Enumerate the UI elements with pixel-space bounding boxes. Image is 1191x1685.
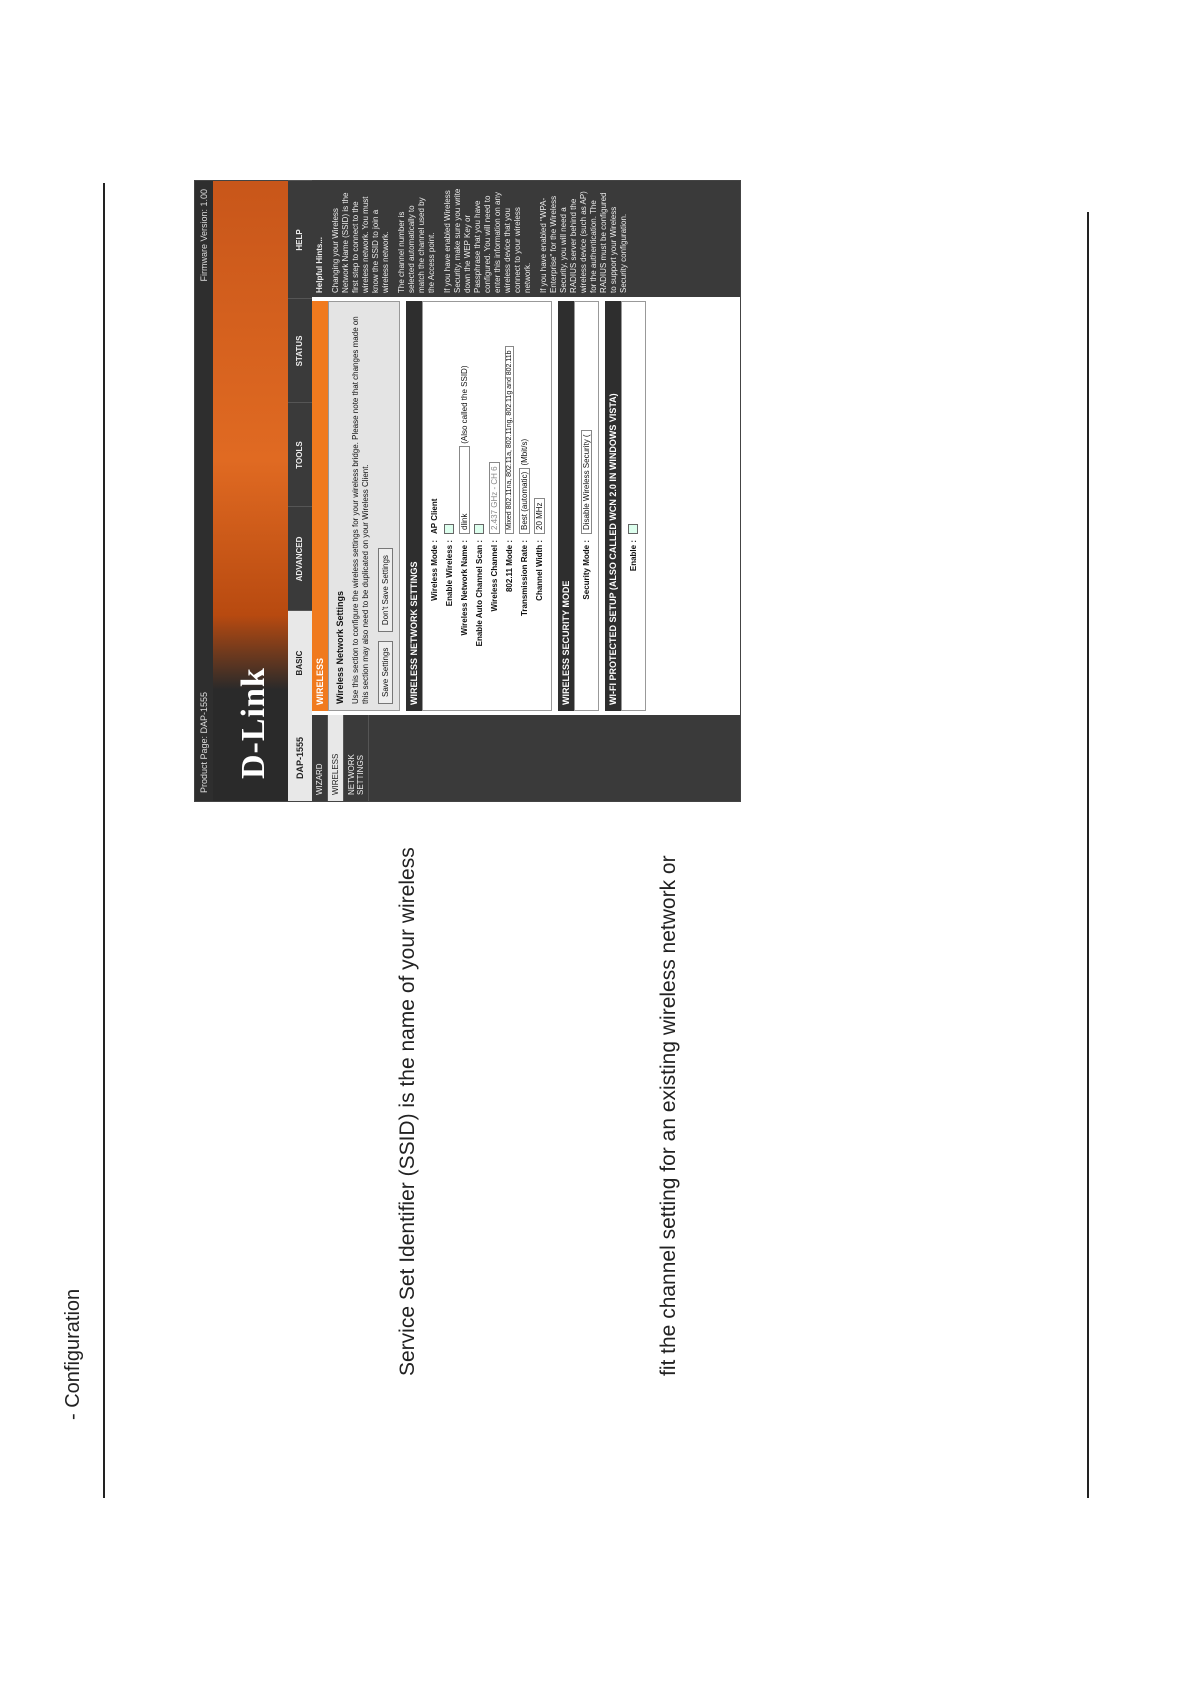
80211-mode-select[interactable]: Mixed 802.11na, 802.11a, 802.11ng, 802.11g and 802.11b xyxy=(505,346,514,534)
tab-basic[interactable]: BASIC xyxy=(288,610,312,715)
router-screenshot xyxy=(194,180,741,802)
field-label: Wireless Channel : xyxy=(489,540,499,612)
brand-banner xyxy=(213,181,288,801)
settings-title: Wireless Network Settings xyxy=(335,591,345,704)
sidebar-item-wizard[interactable]: WIZARD xyxy=(312,715,328,801)
tab-help[interactable]: HELP xyxy=(288,180,312,299)
channel-description: fit the channel setting for an existing wireless network or xyxy=(657,855,680,1376)
field-label: Enable : xyxy=(628,540,638,572)
field-label: Transmission Rate : xyxy=(519,540,529,617)
help-panel xyxy=(312,181,740,297)
field-label: Enable Wireless : xyxy=(444,540,454,607)
channel-width-row xyxy=(532,302,547,710)
security-mode-row xyxy=(579,302,594,710)
transmission-rate-row xyxy=(517,302,532,710)
field-label: Wireless Mode : xyxy=(429,540,439,601)
main-tabs xyxy=(288,181,312,801)
help-paragraph: Changing your Wireless Network Name (SSID) is the first step to connect to the wireless network. You must know the SSID to join a wireless network. xyxy=(331,192,390,293)
network-name-input[interactable]: dlink xyxy=(459,446,470,534)
field-label: Enable Auto Channel Scan : xyxy=(474,540,484,647)
field-label: Security Mode : xyxy=(581,540,591,600)
wireless-mode-value: AP Client xyxy=(429,498,439,534)
dlink-logo: D-Link xyxy=(235,667,272,779)
main-content xyxy=(312,301,740,711)
field-label: Wireless Network Name : xyxy=(459,540,469,636)
model-badge: DAP-1555 xyxy=(288,715,312,801)
security-mode-header: WIRELESS SECURITY MODE xyxy=(558,301,574,711)
transmission-rate-select[interactable]: Best (automatic) xyxy=(519,468,530,534)
sidebar-item-network-settings[interactable]: NETWORK SETTINGS xyxy=(344,715,369,801)
dont-save-settings-button[interactable]: Don't Save Settings xyxy=(378,548,393,632)
help-paragraph: If you have enabled Wireless Security, make sure you write down the WEP Key or Passphrase that you have configured. You will need to enter this information on any wireless device that you connect to your wireless network. xyxy=(443,188,532,293)
auto-channel-checkbox[interactable] xyxy=(474,524,484,534)
top-info-bar xyxy=(195,181,213,801)
wireless-mode-row xyxy=(427,302,442,710)
enable-wireless-checkbox[interactable] xyxy=(444,524,454,534)
ssid-description: Service Set Identifier (SSID) is the name of your wireless xyxy=(396,847,419,1376)
80211-mode-row xyxy=(502,302,517,710)
help-paragraph: The channel number is selected automatically to match the channel used by the Access point. xyxy=(397,197,436,293)
help-title: Helpful Hints... xyxy=(315,237,324,293)
settings-description: Use this section to configure the wireless settings for your wireless bridge. Please note that changes made on this section may also need to be duplicated on your Wireless Client. xyxy=(351,316,371,704)
product-page-label: Product Page: DAP-1555 xyxy=(199,691,209,793)
settings-intro-box xyxy=(328,301,400,711)
network-name-row xyxy=(457,302,472,710)
wps-enable-checkbox[interactable] xyxy=(628,524,638,534)
wps-form xyxy=(621,301,646,711)
section-title: - Configuration xyxy=(62,1288,84,1420)
sidebar xyxy=(312,715,740,801)
enable-wireless-row xyxy=(442,302,457,710)
network-settings-header: WIRELESS NETWORK SETTINGS xyxy=(406,301,422,711)
left-border-line xyxy=(103,183,105,1498)
security-mode-select[interactable]: Disable Wireless Security ( xyxy=(581,430,592,534)
channel-width-select[interactable]: 20 MHz xyxy=(534,498,545,534)
network-settings-form xyxy=(422,301,552,711)
right-border-line xyxy=(1087,212,1089,1498)
tab-status[interactable]: STATUS xyxy=(288,298,312,403)
firmware-label: Firmware Version: 1.00 xyxy=(199,189,209,282)
field-label: 802.11 Mode : xyxy=(504,540,514,593)
tab-advanced[interactable]: ADVANCED xyxy=(288,506,312,611)
save-settings-button[interactable]: Save Settings xyxy=(378,641,393,704)
auto-channel-row xyxy=(472,302,487,710)
security-mode-form xyxy=(574,301,599,711)
rate-unit: (Mbit/s) xyxy=(519,438,529,466)
ssid-note: (Also called the SSID) xyxy=(459,365,469,444)
wps-enable-row xyxy=(626,302,641,710)
wireless-header: WIRELESS xyxy=(312,301,328,711)
wireless-channel-row xyxy=(487,302,502,710)
wps-header: WI-FI PROTECTED SETUP (ALSO CALLED WCN 2.0 IN WINDOWS VISTA) xyxy=(605,301,621,711)
field-label: Channel Width : xyxy=(534,540,544,601)
wireless-channel-select[interactable]: 2.437 GHz - CH 6 xyxy=(489,462,500,534)
sidebar-item-wireless[interactable]: WIRELESS xyxy=(328,715,344,801)
tab-tools[interactable]: TOOLS xyxy=(288,402,312,507)
help-paragraph: If you have enabled "WPA-Enterprise" for the Wireless Security, you will need a RADIUS server behind the wireless device (such as AP) for the authentication. The RADIUS must be configured to support your Wireless Security configuration. xyxy=(539,191,628,293)
